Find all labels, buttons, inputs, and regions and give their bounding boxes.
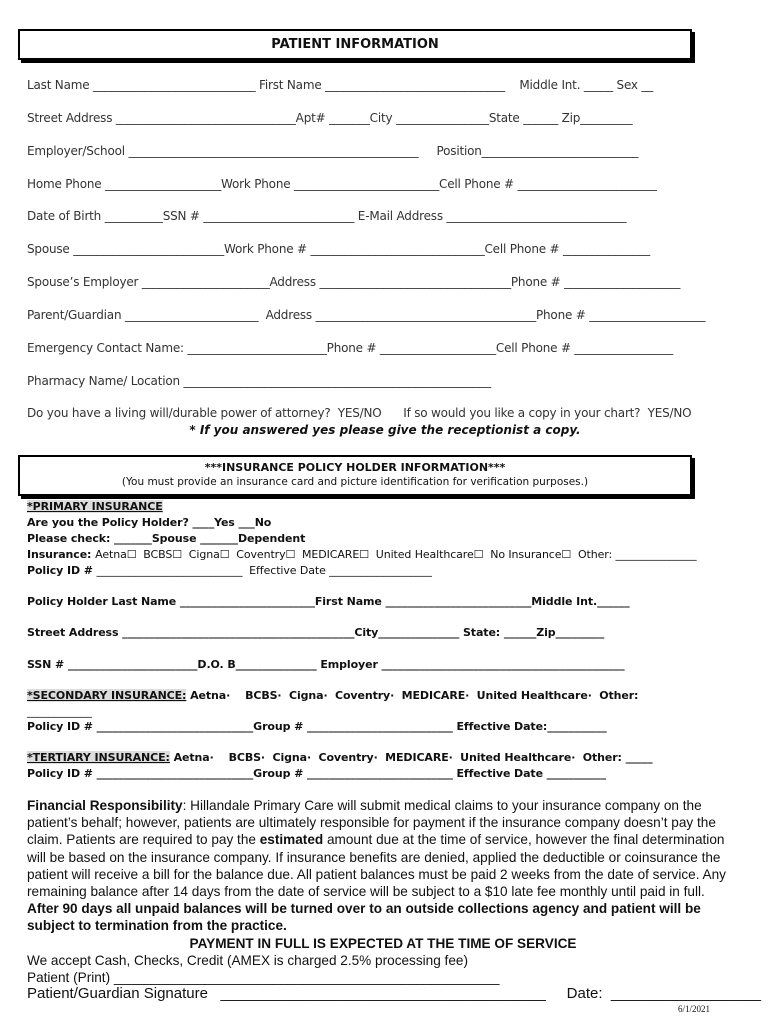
insurance-options: Aetna☐ BCBS☐ Cigna☐ Coventry☐ MEDICARE☐ United Healthcare☐ No Insurance☐ Other: _______________ <box>95 548 697 561</box>
financial-text-2: amount due at the time of service, however the final determination will be based on the insurance company. If insurance benefits are denied, applied the deductible or coinsurance the patient will receive a bill for the balance due. All patient balances must be paid 2 weeks from the date of service. Any remaining balance after 14 days from the date of service will be subject to a $10 late fee monthly until paid in full. <box>27 832 726 900</box>
payment-in-full: PAYMENT IN FULL IS EXPECTED AT THE TIME OF SERVICE <box>189 935 577 951</box>
living-will-note: * If you answered yes please give the receptionist a copy. <box>189 423 581 437</box>
insurance-header: ***INSURANCE POLICY HOLDER INFORMATION*** <box>204 461 506 474</box>
tertiary-policy-line: Policy ID # _____________________________Group # ___________________________ Effective Date ___________ <box>27 767 607 780</box>
emergency-contact-line: Emergency Contact Name: ________________________Phone # ____________________Cell Phone # _________________ <box>27 341 674 355</box>
secondary-policy-line: Policy ID # _____________________________Group # ___________________________ Effective Date:___________ <box>27 720 607 733</box>
spouse-line: Spouse __________________________Work Phone # ______________________________Cell Phone # _______________ <box>27 242 650 256</box>
policy-id-rest: ___________________________ Effective Date ___________________ <box>96 564 432 577</box>
tertiary-title: *TERTIARY INSURANCE: <box>27 751 170 764</box>
signature-line: Patient/Guardian Signature _______________________________________ Date: __________________ <box>27 985 761 1002</box>
phone-line: Home Phone ____________________Work Phone _________________________Cell Phone # ________________________ <box>27 177 657 191</box>
policy-id-line <box>27 564 432 577</box>
please-check-label: Please check: <box>27 532 115 545</box>
address-line: Street Address _______________________________Apt# _______City ________________State ______ Zip_________ <box>27 111 633 125</box>
insurance-options-line <box>27 548 697 561</box>
guardian-line: Parent/Guardian _______________________ Address ______________________________________Phone # ____________________ <box>27 308 706 322</box>
financial-collections: After 90 days all unpaid balances will be turned over to an outside collections agency and patient will be subject to termination from the practice. <box>27 901 701 934</box>
secondary-other-blank: ____________ <box>27 705 92 718</box>
policy-holder-name-line: Policy Holder Last Name _________________________First Name ___________________________Middle Int.______ <box>27 595 630 608</box>
financial-estimated: estimated <box>259 832 324 848</box>
name-line: Last Name ____________________________ First Name _______________________________ Middle Int. _____ Sex __ <box>27 78 654 92</box>
insurance-header-box <box>18 455 692 496</box>
patient-info-header: PATIENT INFORMATION <box>18 29 692 60</box>
policy-holder-options: ____Yes ___No <box>188 516 272 529</box>
tertiary-insurance-line <box>27 751 653 764</box>
spouse-employer-line: Spouse’s Employer ______________________Address _________________________________Phone # ____________________ <box>27 275 681 289</box>
form-date: 6/1/2021 <box>677 1004 710 1014</box>
secondary-options: Aetna· BCBS· Cigna· Coventry· MEDICARE· United Healthcare· Other: <box>186 689 639 702</box>
payment-methods: We accept Cash, Checks, Credit (AMEX is charged 2.5% processing fee) <box>27 952 468 968</box>
policy-id-label: Policy ID # <box>27 564 97 577</box>
policy-holder-line <box>27 516 271 529</box>
please-check-line <box>27 532 305 545</box>
ssn-line: SSN # ________________________D.O. B_______________ Employer _____________________________________________ <box>27 658 625 671</box>
policy-holder-label: Are you the Policy Holder? <box>27 516 189 529</box>
financial-text-1: : Hillandale Primary Care will submit medical claims to your insurance company on the patient’s behalf; however, patients are ultimately responsible for payment if the insurance company doesn’t pay the claim. Patients are required to pay the <box>27 798 716 848</box>
primary-title-text: *PRIMARY INSURANCE <box>27 500 163 513</box>
financial-paragraph <box>27 797 739 935</box>
primary-insurance-title <box>27 500 163 513</box>
secondary-insurance-line <box>27 689 638 702</box>
pharmacy-line: Pharmacy Name/ Location _____________________________________________________ <box>27 374 491 388</box>
living-will-line: Do you have a living will/durable power of attorney? YES/NO If so would you like a copy in your chart? YES/NO <box>27 406 692 420</box>
patient-print-line: Patient (Print) ___________________________________________________ <box>27 970 500 986</box>
financial-title: Financial Responsibility <box>27 798 183 813</box>
insurance-subheader: (You must provide an insurance card and picture identification for verification purposes.) <box>121 476 589 488</box>
primary-street-line: Street Address ___________________________________________City_______________ State: ______Zip_________ <box>27 626 605 639</box>
dob-line: Date of Birth __________SSN # __________________________ E-Mail Address _______________________________ <box>27 209 627 223</box>
insurance-label: Insurance: <box>27 548 96 561</box>
tertiary-options: Aetna· BCBS· Cigna· Coventry· MEDICARE· United Healthcare· Other: _____ <box>169 751 653 764</box>
financial-responsibility <box>27 797 739 986</box>
please-check-options: _______Spouse _______Dependent <box>114 532 306 545</box>
secondary-title: *SECONDARY INSURANCE: <box>27 689 187 702</box>
employer-line: Employer/School __________________________________________________ Position___________________________ <box>27 144 639 158</box>
